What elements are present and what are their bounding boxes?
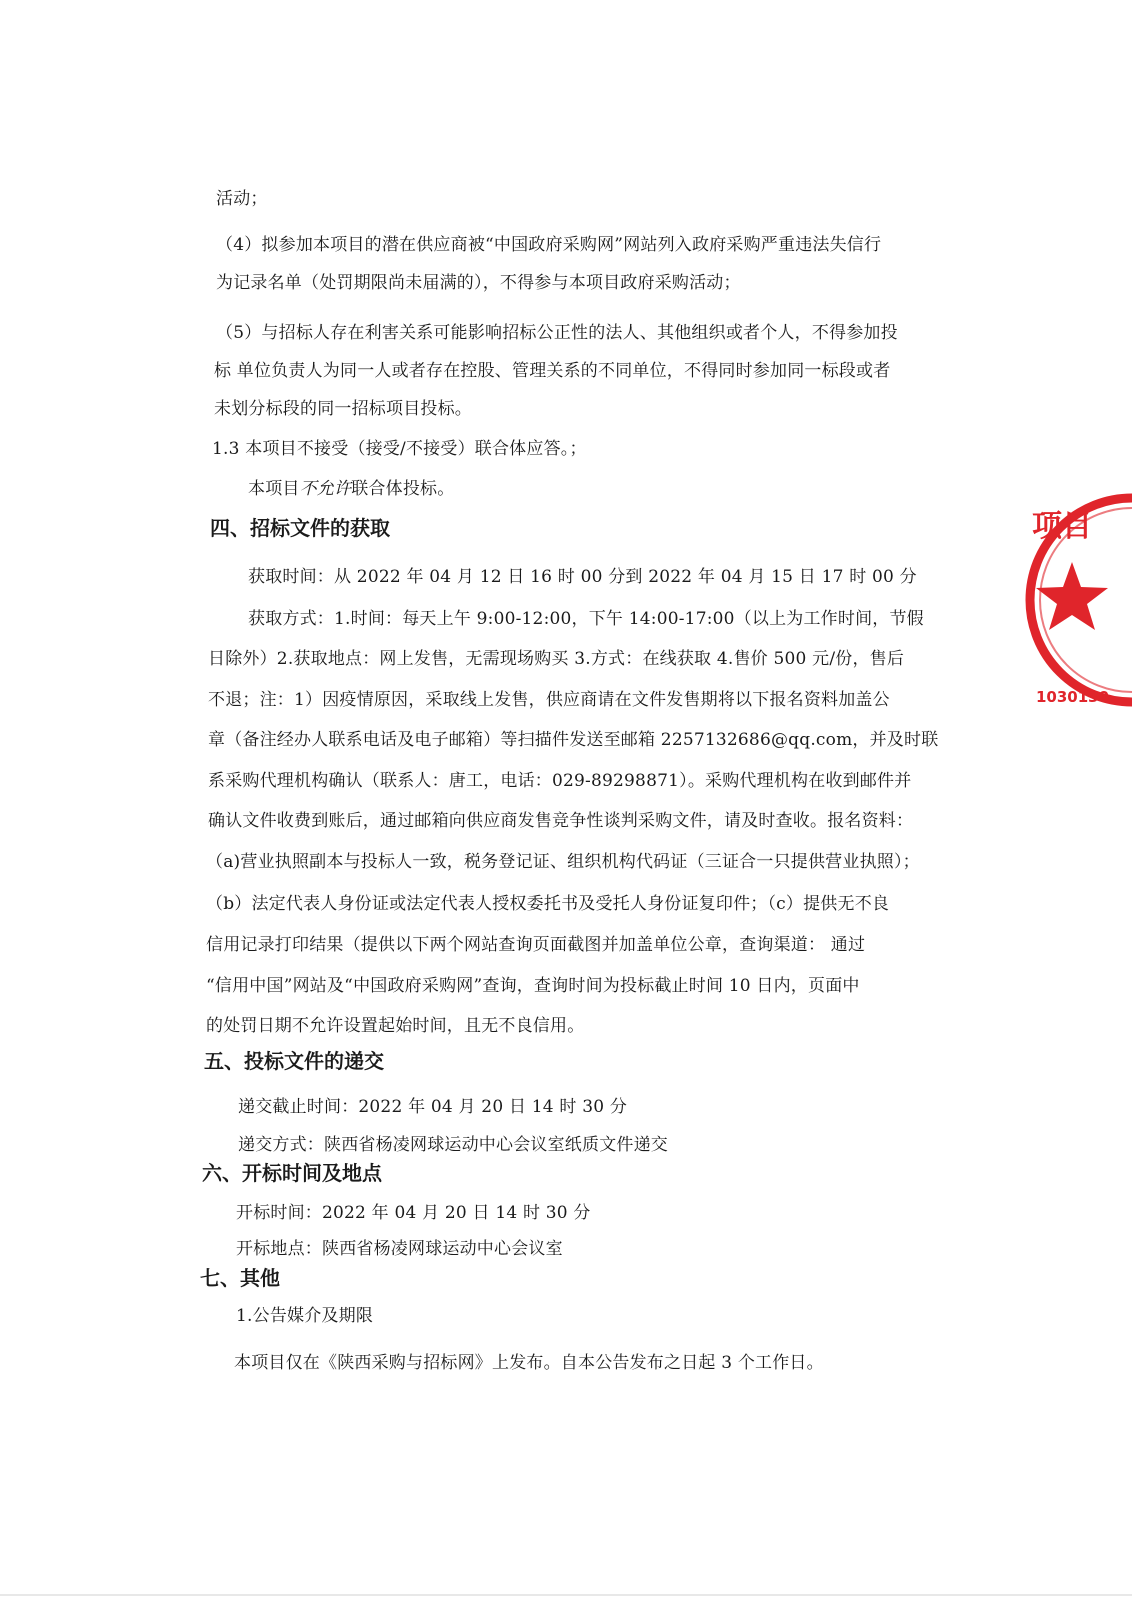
text-line: 信用记录打印结果（提供以下两个网站查询页面截图并加盖单位公章，查询渠道： 通过 (206, 935, 866, 955)
text-line: 系采购代理机构确认（联系人：唐工，电话：029-89298871）。采购代理机构在收到邮件并 (208, 771, 912, 791)
text-line: （a)营业执照副本与投标人一致，税务登记证、组织机构代码证（三证合一只提供营业执照）； (206, 852, 920, 872)
text-segment: 本项目 (248, 479, 300, 499)
text-line: 1.公告媒介及期限 (236, 1306, 374, 1326)
text-line (248, 478, 454, 500)
star-icon (1036, 562, 1108, 630)
text-line: 的处罚日期不允许设置起始时间，且无不良信用。 (206, 1016, 585, 1036)
text-line: 本项目仅在《陕西采购与招标网》上发布。自本公告发布之日起 3 个工作日。 (234, 1353, 824, 1373)
section-heading-6: 六、开标时间及地点 (202, 1161, 382, 1185)
official-seal (1022, 490, 1132, 730)
text-line: （4）拟参加本项目的潜在供应商被“中国政府采购网”网站列入政府采购严重违法失信行 (216, 235, 882, 255)
text-line: “信用中国”网站及“中国政府采购网”查询，查询时间为投标截止时间 10 日内，页面中 (206, 976, 860, 996)
section-heading-7: 七、其他 (200, 1266, 280, 1290)
text-line: 获取方式：1.时间：每天上午 9:00-12:00，下午 14:00-17:00（以上为工作时间，节假 (248, 609, 924, 629)
page-edge (0, 1594, 1132, 1596)
text-line: （b）法定代表人身份证或法定代表人授权委托书及受托人身份证复印件；（c）提供无不良 (206, 894, 890, 914)
seal-graphic (1022, 490, 1132, 730)
seal-bottom-text: 1030130 (1036, 688, 1110, 706)
text-line: 章（备注经办人联系电话及电子邮箱）等扫描件发送至邮箱 2257132686@qq.com，并及时联 (208, 730, 939, 750)
text-line: 日除外）2.获取地点：网上发售，无需现场购买 3.方式：在线获取 4.售价 500 元/份，售后 (208, 649, 905, 669)
text-line: （5）与招标人存在利害关系可能影响招标公正性的法人、其他组织或者个人，不得参加投 (216, 323, 898, 343)
emphasis-text: 不允许 (299, 479, 352, 499)
text-line: 获取时间：从 2022 年 04 月 12 日 16 时 00 分到 2022 年 04 月 15 日 17 时 00 分 (248, 567, 917, 587)
text-line: 确认文件收费到账后，通过邮箱向供应商发售竞争性谈判采购文件，请及时查收。报名资料： (208, 811, 914, 831)
text-line: 标 单位负责人为同一人或者存在控股、管理关系的不同单位，不得同时参加同一标段或者 (214, 361, 891, 381)
section-heading-4: 四、招标文件的获取 (210, 516, 390, 540)
text-line: 递交截止时间：2022 年 04 月 20 日 14 时 30 分 (238, 1097, 628, 1117)
text-line: 活动； (216, 189, 268, 209)
text-line: 为记录名单（处罚期限尚未届满的），不得参与本项目政府采购活动； (216, 273, 741, 293)
seal-top-text: 项目 (1032, 509, 1092, 544)
text-line: 1.3 本项目不接受（接受/不接受）联合体应答。； (212, 439, 587, 459)
text-line: 开标时间：2022 年 04 月 20 日 14 时 30 分 (236, 1203, 591, 1223)
text-line: 未划分标段的同一招标项目投标。 (214, 399, 472, 419)
text-line: 开标地点：陕西省杨凌网球运动中心会议室 (236, 1239, 563, 1259)
text-line: 递交方式：陕西省杨凌网球运动中心会议室纸质文件递交 (238, 1135, 668, 1155)
text-segment: 联合体投标。 (351, 479, 455, 499)
text-line: 不退；注：1）因疫情原因，采取线上发售，供应商请在文件发售期将以下报名资料加盖公 (208, 690, 890, 710)
section-heading-5: 五、投标文件的递交 (204, 1049, 384, 1073)
